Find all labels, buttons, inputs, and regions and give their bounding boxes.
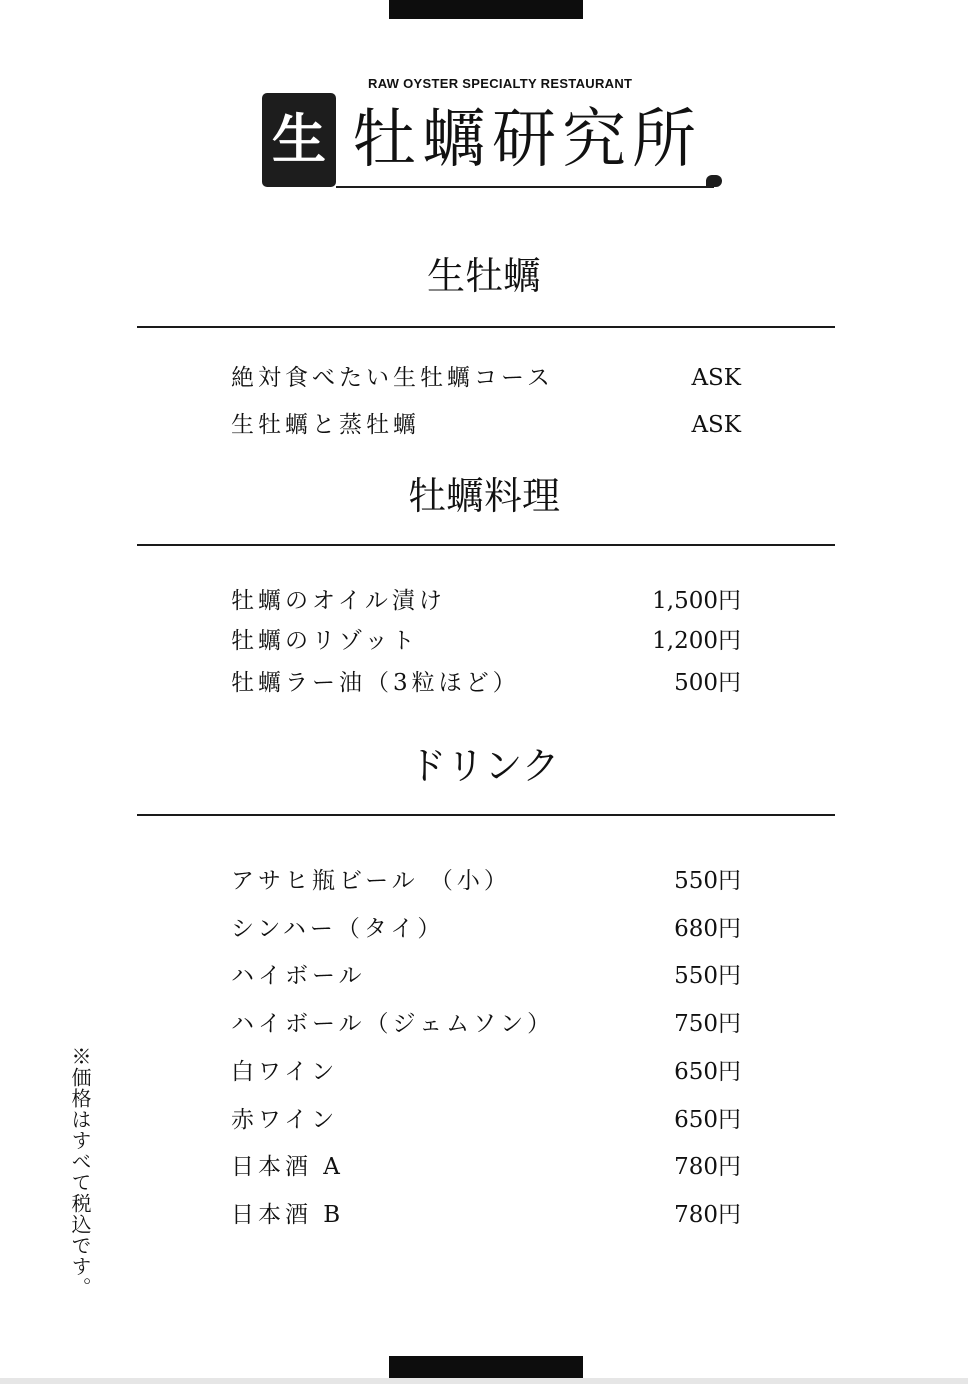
- menu-item-price: 1,200円: [652, 628, 741, 654]
- menu-item-name: 白ワイン: [231, 1059, 339, 1085]
- menu-item-price: ASK: [691, 412, 741, 438]
- menu-item-name: 絶対食べたい生牡蠣コース: [231, 365, 554, 391]
- menu-item-price: 500円: [674, 670, 741, 696]
- logo-name: 牡蠣研究所: [352, 103, 702, 177]
- menu-item-price: 780円: [674, 1202, 741, 1228]
- section-title-oyster-dishes: 牡蠣料理: [407, 474, 560, 518]
- menu-item-price: 550円: [674, 868, 741, 894]
- menu-item-price: 650円: [674, 1059, 741, 1085]
- menu-item-name: ハイボール: [231, 963, 366, 989]
- menu-item-name: 日本酒 B: [231, 1202, 345, 1228]
- menu-item-price: 550円: [674, 963, 741, 989]
- section-divider: [137, 544, 835, 546]
- top-binder-tab: [389, 0, 583, 19]
- section-title-drinks: ドリンク: [408, 744, 560, 788]
- logo-flourish-icon: [706, 175, 722, 187]
- menu-item-name: 牡蠣のオイル漬け: [231, 588, 446, 614]
- logo-underline: [336, 186, 714, 188]
- logo-subtitle: RAW OYSTER SPECIALTY RESTAURANT: [368, 76, 633, 91]
- section-divider: [137, 326, 835, 328]
- tax-included-note: ※価格はすべて税込です。: [68, 1046, 92, 1298]
- bottom-edge-strip: [0, 1378, 968, 1384]
- section-divider: [137, 814, 835, 816]
- menu-item-name: 牡蠣のリゾット: [231, 628, 419, 654]
- menu-item-name: 生牡蠣と蒸牡蠣: [231, 412, 420, 438]
- menu-item-name: 牡蠣ラー油（3粒ほど）: [231, 670, 520, 696]
- menu-item-price: 1,500円: [652, 588, 741, 614]
- menu-item-name: アサヒ瓶ビール （小）: [231, 868, 511, 894]
- menu-item-price: 750円: [674, 1011, 741, 1037]
- logo-mark: 生: [262, 93, 336, 187]
- menu-item-name: 赤ワイン: [231, 1107, 339, 1133]
- menu-item-price: 680円: [674, 916, 741, 942]
- section-title-raw-oysters: 生牡蠣: [426, 254, 541, 298]
- menu-item-price: 650円: [674, 1107, 741, 1133]
- menu-item-name: 日本酒 A: [231, 1154, 344, 1180]
- menu-item-name: シンハー（タイ）: [231, 916, 445, 942]
- menu-item-price: 780円: [674, 1154, 741, 1180]
- menu-item-price: ASK: [691, 365, 741, 391]
- menu-item-name: ハイボール（ジェムソン）: [231, 1011, 555, 1037]
